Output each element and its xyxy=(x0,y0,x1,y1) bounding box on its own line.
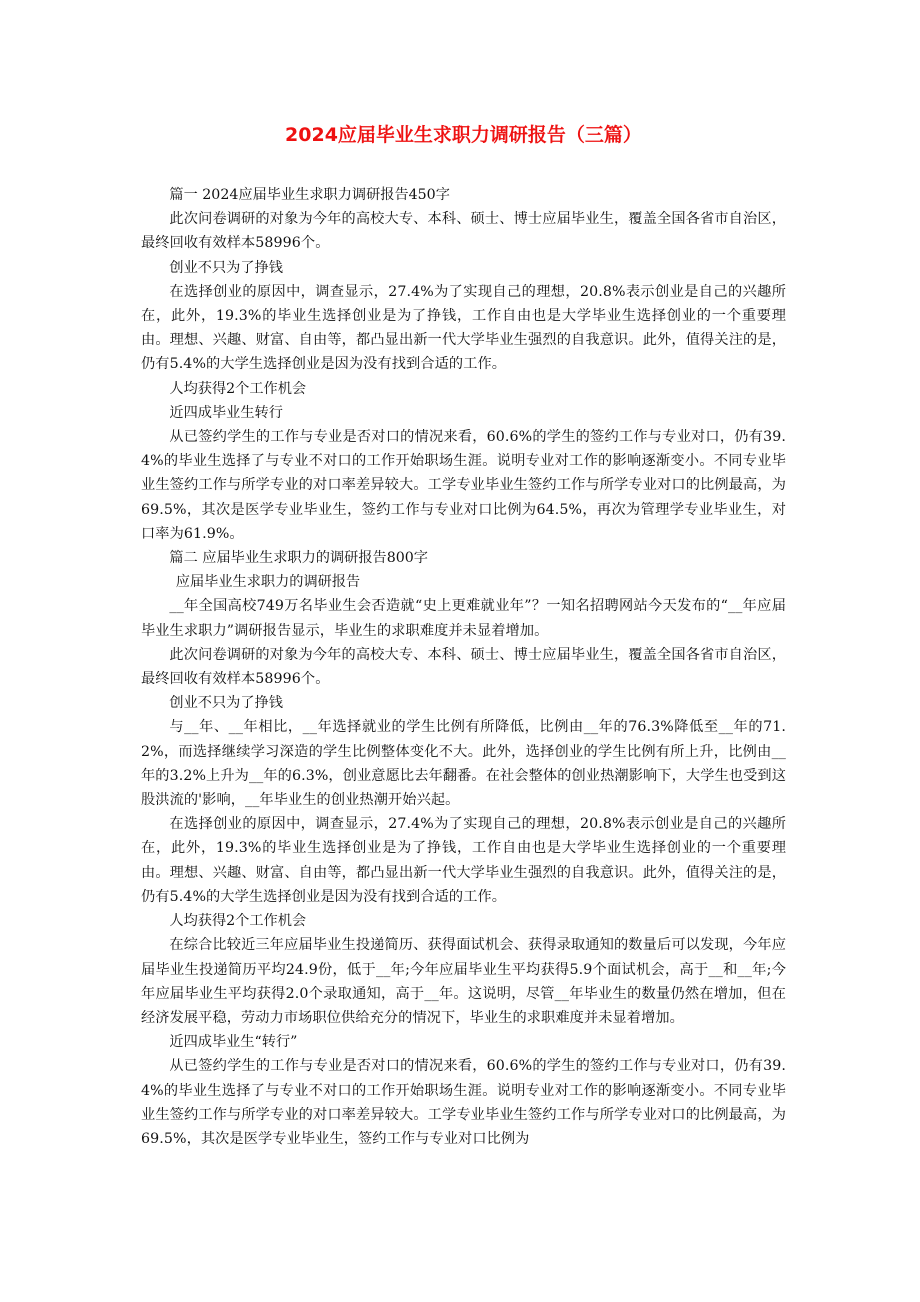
paragraph: 在综合比较近三年应届毕业生投递简历、获得面试机会、获得录取通知的数量后可以发现，今年应届毕业生投递简历平均24.9份，低于__年;今年应届毕业生平均获得5.9个面试机会，高于__和__年;今年应届毕业生平均获得2.0个录取通知，高于__年。这说明，尽管__年毕业生的数量仍然在增加，但在经济发展平稳，劳动力市场职位供给充分的情况下，毕业生的求职难度并未显着增加。 xyxy=(141,937,786,1026)
paragraph: 与__年、__年相比，__年选择就业的学生比例有所降低，比例由__年的76.3%降低至__年的71.2%，而选择继续学习深造的学生比例整体变化不大。此外，选择创业的学生比例有所上升，比例由__年的3.2%上升为__年的6.3%，创业意愿比去年翻番。在社会整体的创业热潮影响下，大学生也受到这股洪流的'影响，__年毕业生的创业热潮开始兴起。 xyxy=(141,719,786,809)
section-heading: 篇二 应届毕业生求职力的调研报告800字 xyxy=(169,550,428,567)
paragraph: 从已签约学生的工作与专业是否对口的情况来看，60.6%的学生的签约工作与专业对口，仍有39.4%的毕业生选择了与专业不对口的工作开始职场生涯。说明专业对工作的影响逐渐变小。不同专业毕业生签约工作与所学专业的对口率差异较大。工学专业毕业生签约工作与所学专业对口的比例最高，为69.5%，其次是医学专业毕业生，签约工作与专业对口比例为 xyxy=(141,1058,786,1147)
document-title: 2024应届毕业生求职力调研报告（三篇） xyxy=(285,124,642,146)
paragraph: __年全国高校749万名毕业生会否造就“史上更难就业年”？一知名招聘网站今天发布的“__年应届毕业生求职力”调研报告显示，毕业生的求职难度并未显着增加。 xyxy=(141,598,786,639)
document-body xyxy=(141,183,786,1151)
subheading: 人均获得2个工作机会 xyxy=(169,913,307,930)
paragraph: 从已签约学生的工作与专业是否对口的情况来看，60.6%的学生的签约工作与专业对口，仍有39.4%的毕业生选择了与专业不对口的工作开始职场生涯。说明专业对工作的影响逐渐变小。不同专业毕业生签约工作与所学专业的对口率差异较大。工学专业毕业生签约工作与所学专业对口的比例最高，为69.5%，其次是医学专业毕业生，签约工作与专业对口比例为64.5%，再次为管理学专业毕业生，对口率为61.9%。 xyxy=(141,429,786,542)
subheading: 创业不只为了挣钱 xyxy=(169,695,283,712)
section-heading: 篇一 2024应届毕业生求职力调研报告450字 xyxy=(169,187,450,203)
paragraph: 此次问卷调研的对象为今年的高校大专、本科、硕士、博士应届毕业生，覆盖全国各省市自治区，最终回收有效样本58996个。 xyxy=(141,211,786,252)
report-subtitle: 应届毕业生求职力的调研报告 xyxy=(175,574,361,591)
subheading: 近四成毕业生转行 xyxy=(169,404,283,421)
paragraph: 在选择创业的原因中，调查显示，27.4%为了实现自己的理想，20.8%表示创业是自己的兴趣所在，此外，19.3%的毕业生选择创业是为了挣钱，工作自由也是大学毕业生选择创业的一个重要理由。理想、兴趣、财富、自由等，都凸显出新一代大学毕业生强烈的自我意识。此外，值得关注的是，仍有5.4%的大学生选择创业是因为没有找到合适的工作。 xyxy=(141,816,786,905)
paragraph: 此次问卷调研的对象为今年的高校大专、本科、硕士、博士应届毕业生，覆盖全国各省市自治区，最终回收有效样本58996个。 xyxy=(141,646,786,688)
subheading: 创业不只为了挣钱 xyxy=(169,259,283,276)
paragraph: 在选择创业的原因中，调查显示，27.4%为了实现自己的理想，20.8%表示创业是自己的兴趣所在，此外，19.3%的毕业生选择创业是为了挣钱，工作自由也是大学毕业生选择创业的一个重要理由。理想、兴趣、财富、自由等，都凸显出新一代大学毕业生强烈的自我意识。此外，值得关注的是，仍有5.4%的大学生选择创业是因为没有找到合适的工作。 xyxy=(141,283,786,373)
subheading: 近四成毕业生“转行” xyxy=(169,1034,298,1051)
subheading: 人均获得2个工作机会 xyxy=(169,380,307,397)
